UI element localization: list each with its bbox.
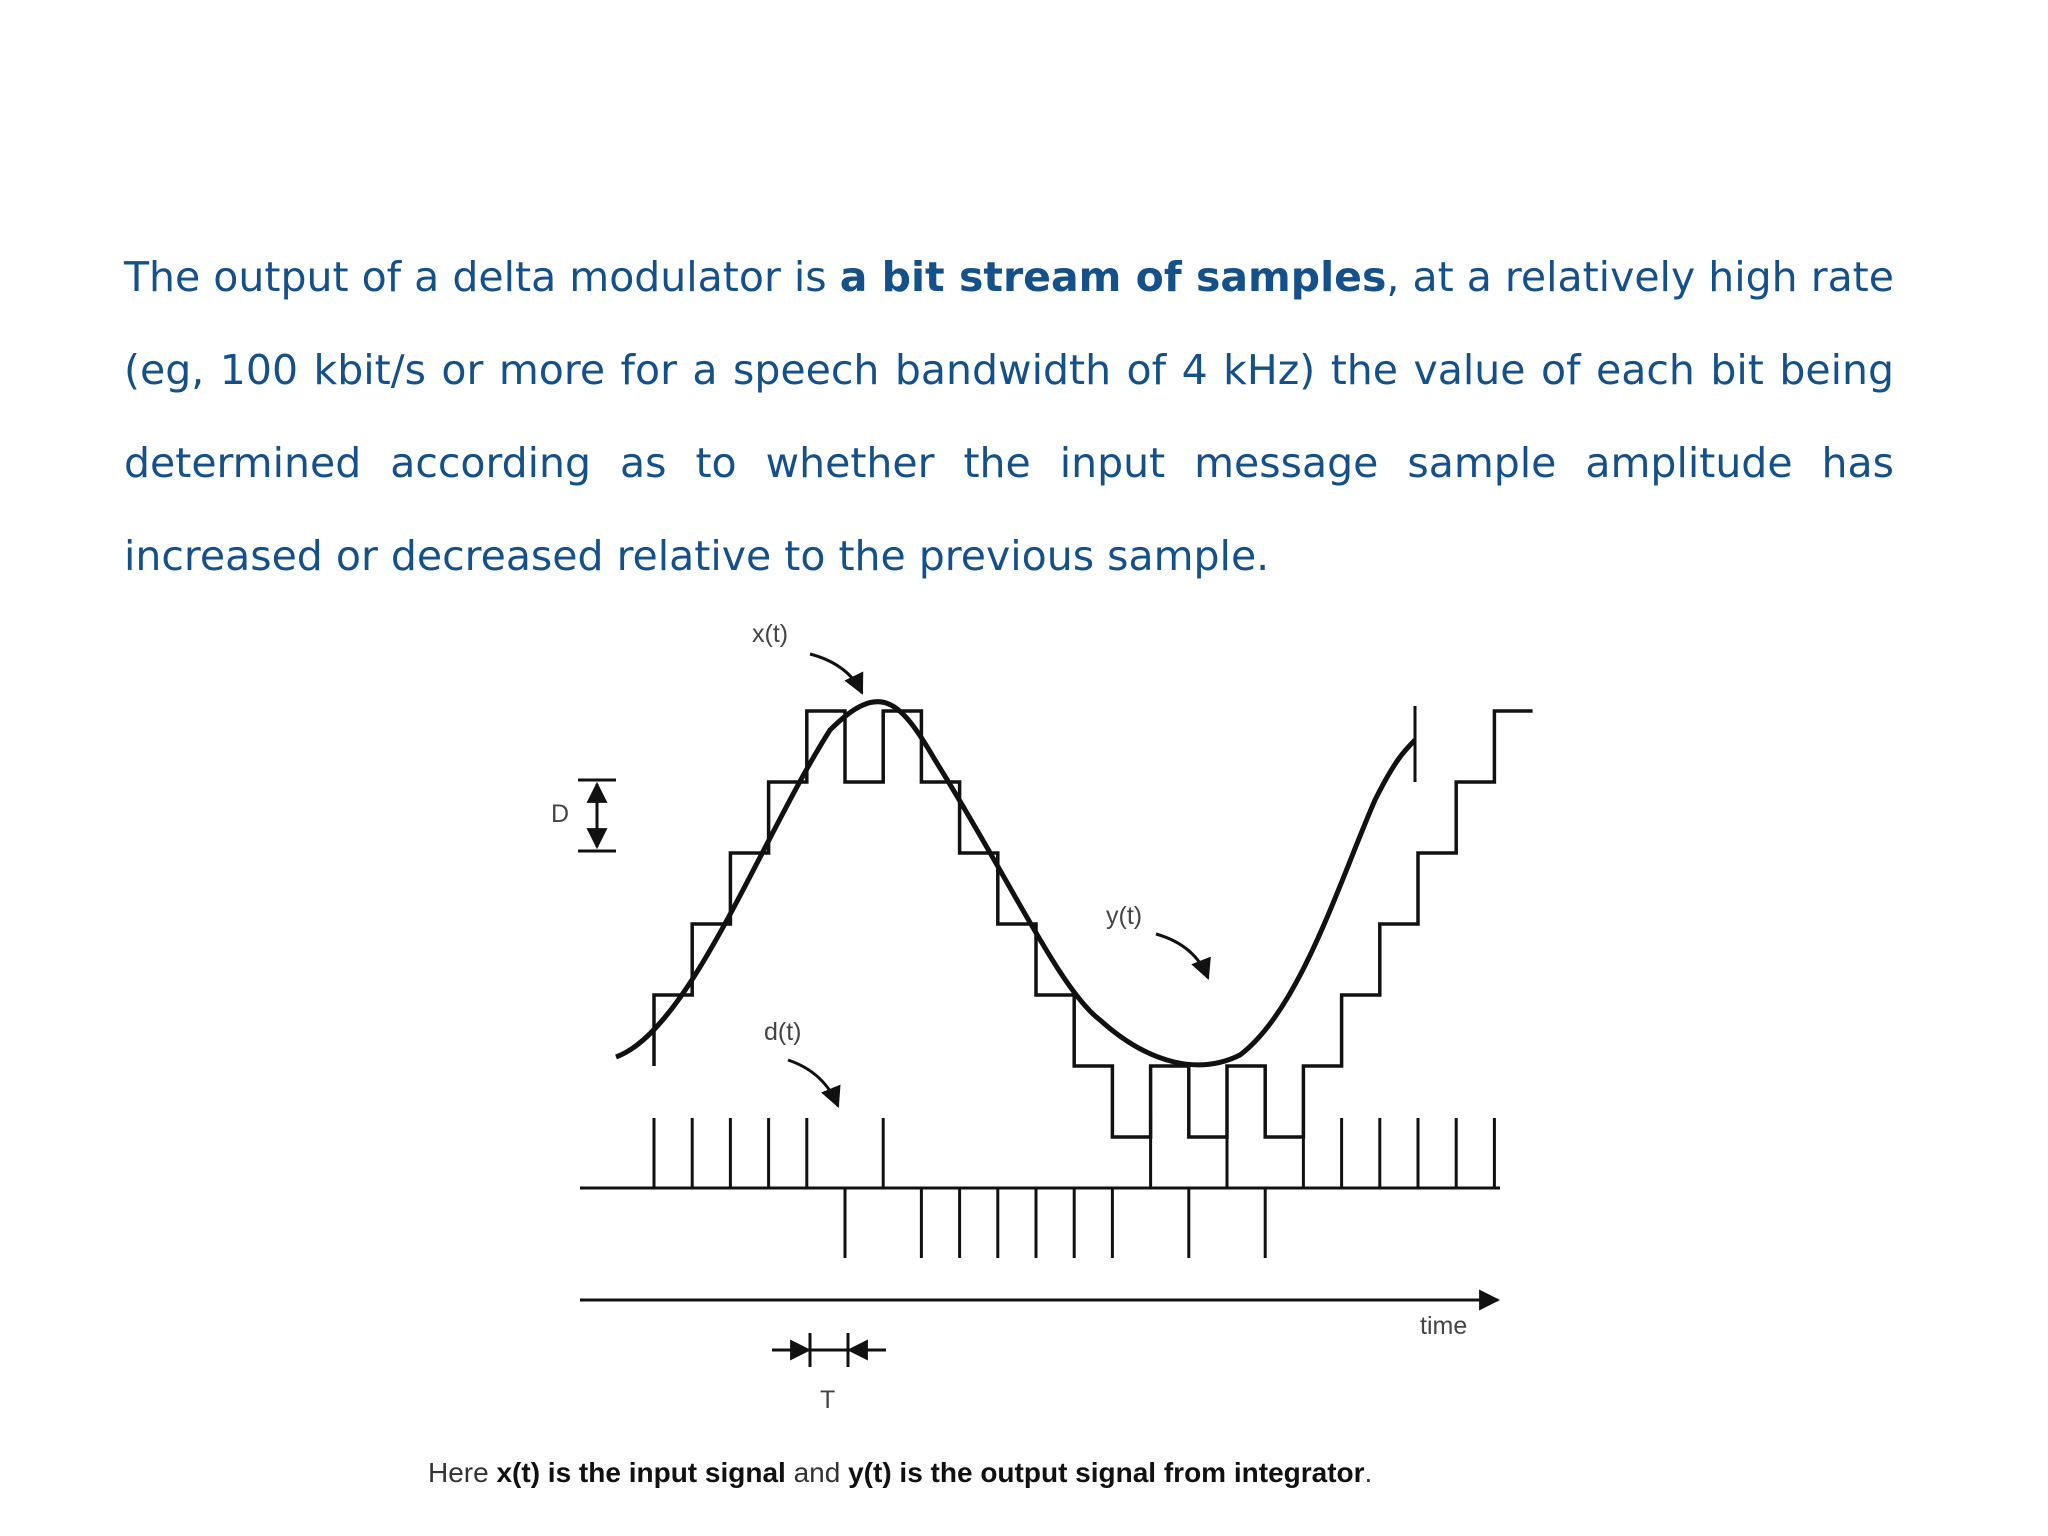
output-staircase-signal xyxy=(654,711,1533,1137)
x-signal-pointer-arrow xyxy=(810,654,862,693)
y-signal-label: y(t) xyxy=(1106,902,1143,930)
d-signal-label: d(t) xyxy=(764,1018,802,1046)
input-signal-curve xyxy=(616,702,1415,1065)
caption-end: . xyxy=(1364,1457,1373,1488)
paragraph-text-end: , at a relatively high rate (eg, 100 kbit/s or more for a speech bandwidth of 4 kHz) the value of each bit being determined according as to whether the input message sample amplitude has increased or decreased relative to the previous sample. xyxy=(124,253,1894,580)
figure-caption xyxy=(428,1457,1372,1489)
caption-middle: and xyxy=(785,1457,849,1488)
paragraph-text-start: The output of a delta modulator is xyxy=(124,253,840,301)
paragraph-emphasis: a bit stream of samples xyxy=(839,253,1387,301)
caption-output-signal: y(t) is the output signal from integrator xyxy=(848,1457,1365,1488)
caption-lead: Here xyxy=(428,1457,497,1488)
time-axis-label: time xyxy=(1420,1312,1468,1340)
d-signal-pointer-arrow xyxy=(788,1060,838,1106)
y-signal-pointer-arrow xyxy=(1156,934,1208,978)
x-signal-label: x(t) xyxy=(752,620,789,648)
period-label: T xyxy=(820,1386,836,1414)
step-size-label: D xyxy=(551,800,570,828)
caption-input-signal: x(t) is the input signal xyxy=(496,1457,786,1488)
